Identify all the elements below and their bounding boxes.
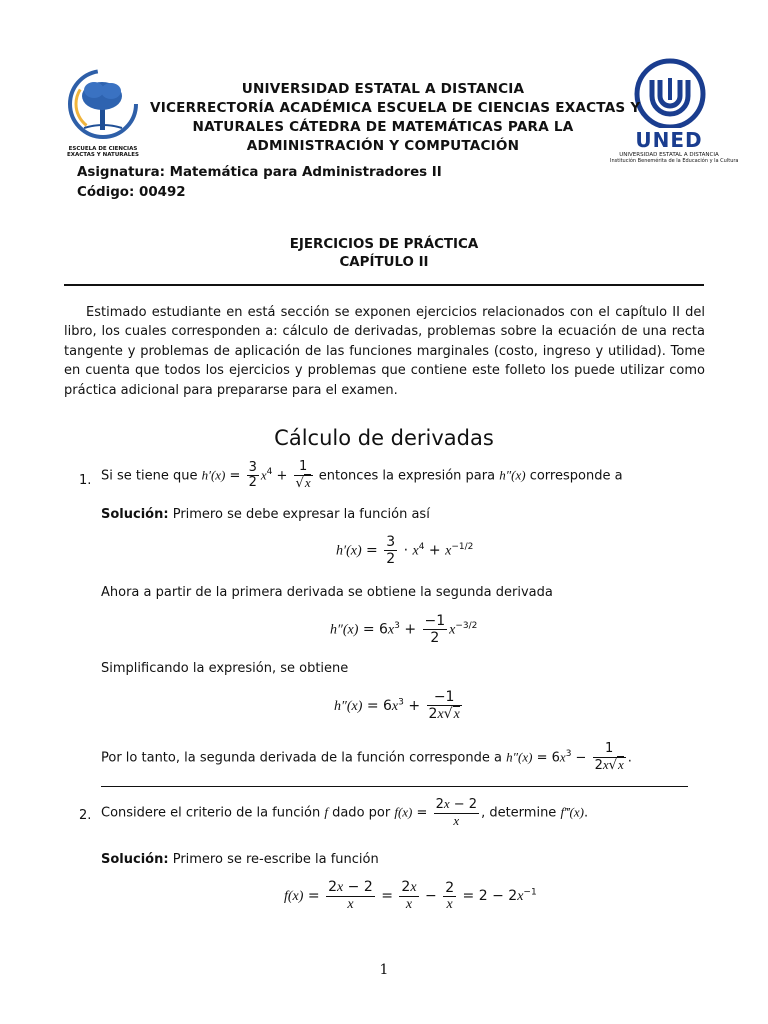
uned-emblem-icon <box>630 58 710 128</box>
exercise-1-prompt: Si se tiene que h′(x) = $\frac{3}{2}$ $x^4$ + $\frac{1}{√x}$ entonces la expresión para h″(x) corresponde a <box>101 459 623 491</box>
ex2-prompt-a: Considere el criterio de la función <box>101 805 321 821</box>
exercise-2-number: 2. <box>79 808 92 823</box>
ex2-solution <box>101 852 379 867</box>
logo-ecen <box>64 66 142 162</box>
page-number: 1 <box>379 962 389 978</box>
ex1-equation-1: h′(x) = $\frac{3}{2}$ · $x^4 + x^{-1/2}$ <box>336 534 474 568</box>
heading-rule <box>64 284 704 286</box>
logo-ecen-line2: EXACTAS Y NATURALES <box>66 152 139 158</box>
ex1-prompt-c: corresponde a <box>529 468 623 484</box>
uned-line2: Institución Benemérita de la Educación y la Cultura <box>610 158 739 164</box>
ex2-prompt-b: dado por <box>332 805 391 821</box>
ex1-equation-3: $h''(x) = 6x^3$ + $\frac{-1}{2x√x}$ <box>334 689 460 723</box>
ex1-solution-text: Primero se debe expresar la función así <box>172 507 430 522</box>
course-code: Código: 00492 <box>77 185 186 200</box>
doc-heading <box>0 236 768 272</box>
header-line-3: NATURALES CÁTEDRA DE MATEMÁTICAS PARA LA <box>192 119 574 135</box>
ex2-solution-text: Primero se re-escribe la función <box>172 852 379 867</box>
ex1-step3: Simplificando la expresión, se obtiene <box>101 661 349 676</box>
intro-text: Estimado estudiante en está sección se exponen ejercicios relacionados con el capítulo II del libro, los cuales corresponden a: cálculo de derivadas, problemas sobre la ecuación de una recta tangente y problemas de aplicación de las funciones marginales (costo, ingreso y utilidad). Tome en cuenta que todos los ejercicios y problemas que contiene este folleto los puede utilizar como práctica adicional para prepararse para el examen. <box>64 305 705 398</box>
exercise-2-prompt: Considere el criterio de la función f dado por f(x) = $\frac{2x - 2}{x}$ , determine f‴(x). <box>101 796 589 828</box>
exercise-1-number: 1. <box>79 473 92 488</box>
ex1-prompt-a: Si se tiene que <box>101 468 198 484</box>
ex2-prompt-c: , determine <box>481 805 557 821</box>
ex1-prompt-b: entonces la expresión para <box>318 468 496 484</box>
logo-ecen-line1: ESCUELA DE CIENCIAS <box>68 146 138 152</box>
doc-heading-line1: EJERCICIOS DE PRÁCTICA <box>289 237 479 252</box>
tree-logo-icon <box>64 66 142 144</box>
header-line-4: ADMINISTRACIÓN Y COMPUTACIÓN <box>246 138 520 154</box>
ex1-solution <box>101 507 430 522</box>
ex2-equation-1: f(x) = $\frac{2x - 2}{x}$ = $\frac{2x}{x}$ − $\frac{2}{x}$ = $2 - 2x^{-1}$ <box>284 879 537 913</box>
header-line-2: VICERRECTORÍA ACADÉMICA ESCUELA DE CIENCIAS EXACTAS Y <box>150 100 641 116</box>
ex1-conclusion: Por lo tanto, la segunda derivada de la función corresponde a $h''(x) = 6x^3$ − $\frac{1}{2x√x}$ . <box>101 741 632 773</box>
exercise-separator <box>101 786 688 787</box>
intro-paragraph <box>64 303 705 400</box>
ex1-equation-2: $h''(x) = 6x^3$ + $\frac{-1}{2}$ $x^{-3/2}$ <box>330 613 478 647</box>
course-subject: Asignatura: Matemática para Administradores II <box>77 165 442 180</box>
doc-heading-line2: CAPÍTULO II <box>339 255 429 270</box>
uned-line1: UNIVERSIDAD ESTATAL A DISTANCIA <box>619 152 719 158</box>
university-header <box>150 80 641 156</box>
uned-wordmark: UNED <box>635 128 703 152</box>
header-line-1: UNIVERSIDAD ESTATAL A DISTANCIA <box>241 81 525 97</box>
ex1-conclusion-text: Por lo tanto, la segunda derivada de la función corresponde a <box>101 750 502 766</box>
ex1-solution-label: Solución: <box>101 507 169 522</box>
ex1-step2: Ahora a partir de la primera derivada se obtiene la segunda derivada <box>101 585 553 600</box>
section-title: Cálculo de derivadas <box>274 426 494 450</box>
ex2-solution-label: Solución: <box>101 852 169 867</box>
